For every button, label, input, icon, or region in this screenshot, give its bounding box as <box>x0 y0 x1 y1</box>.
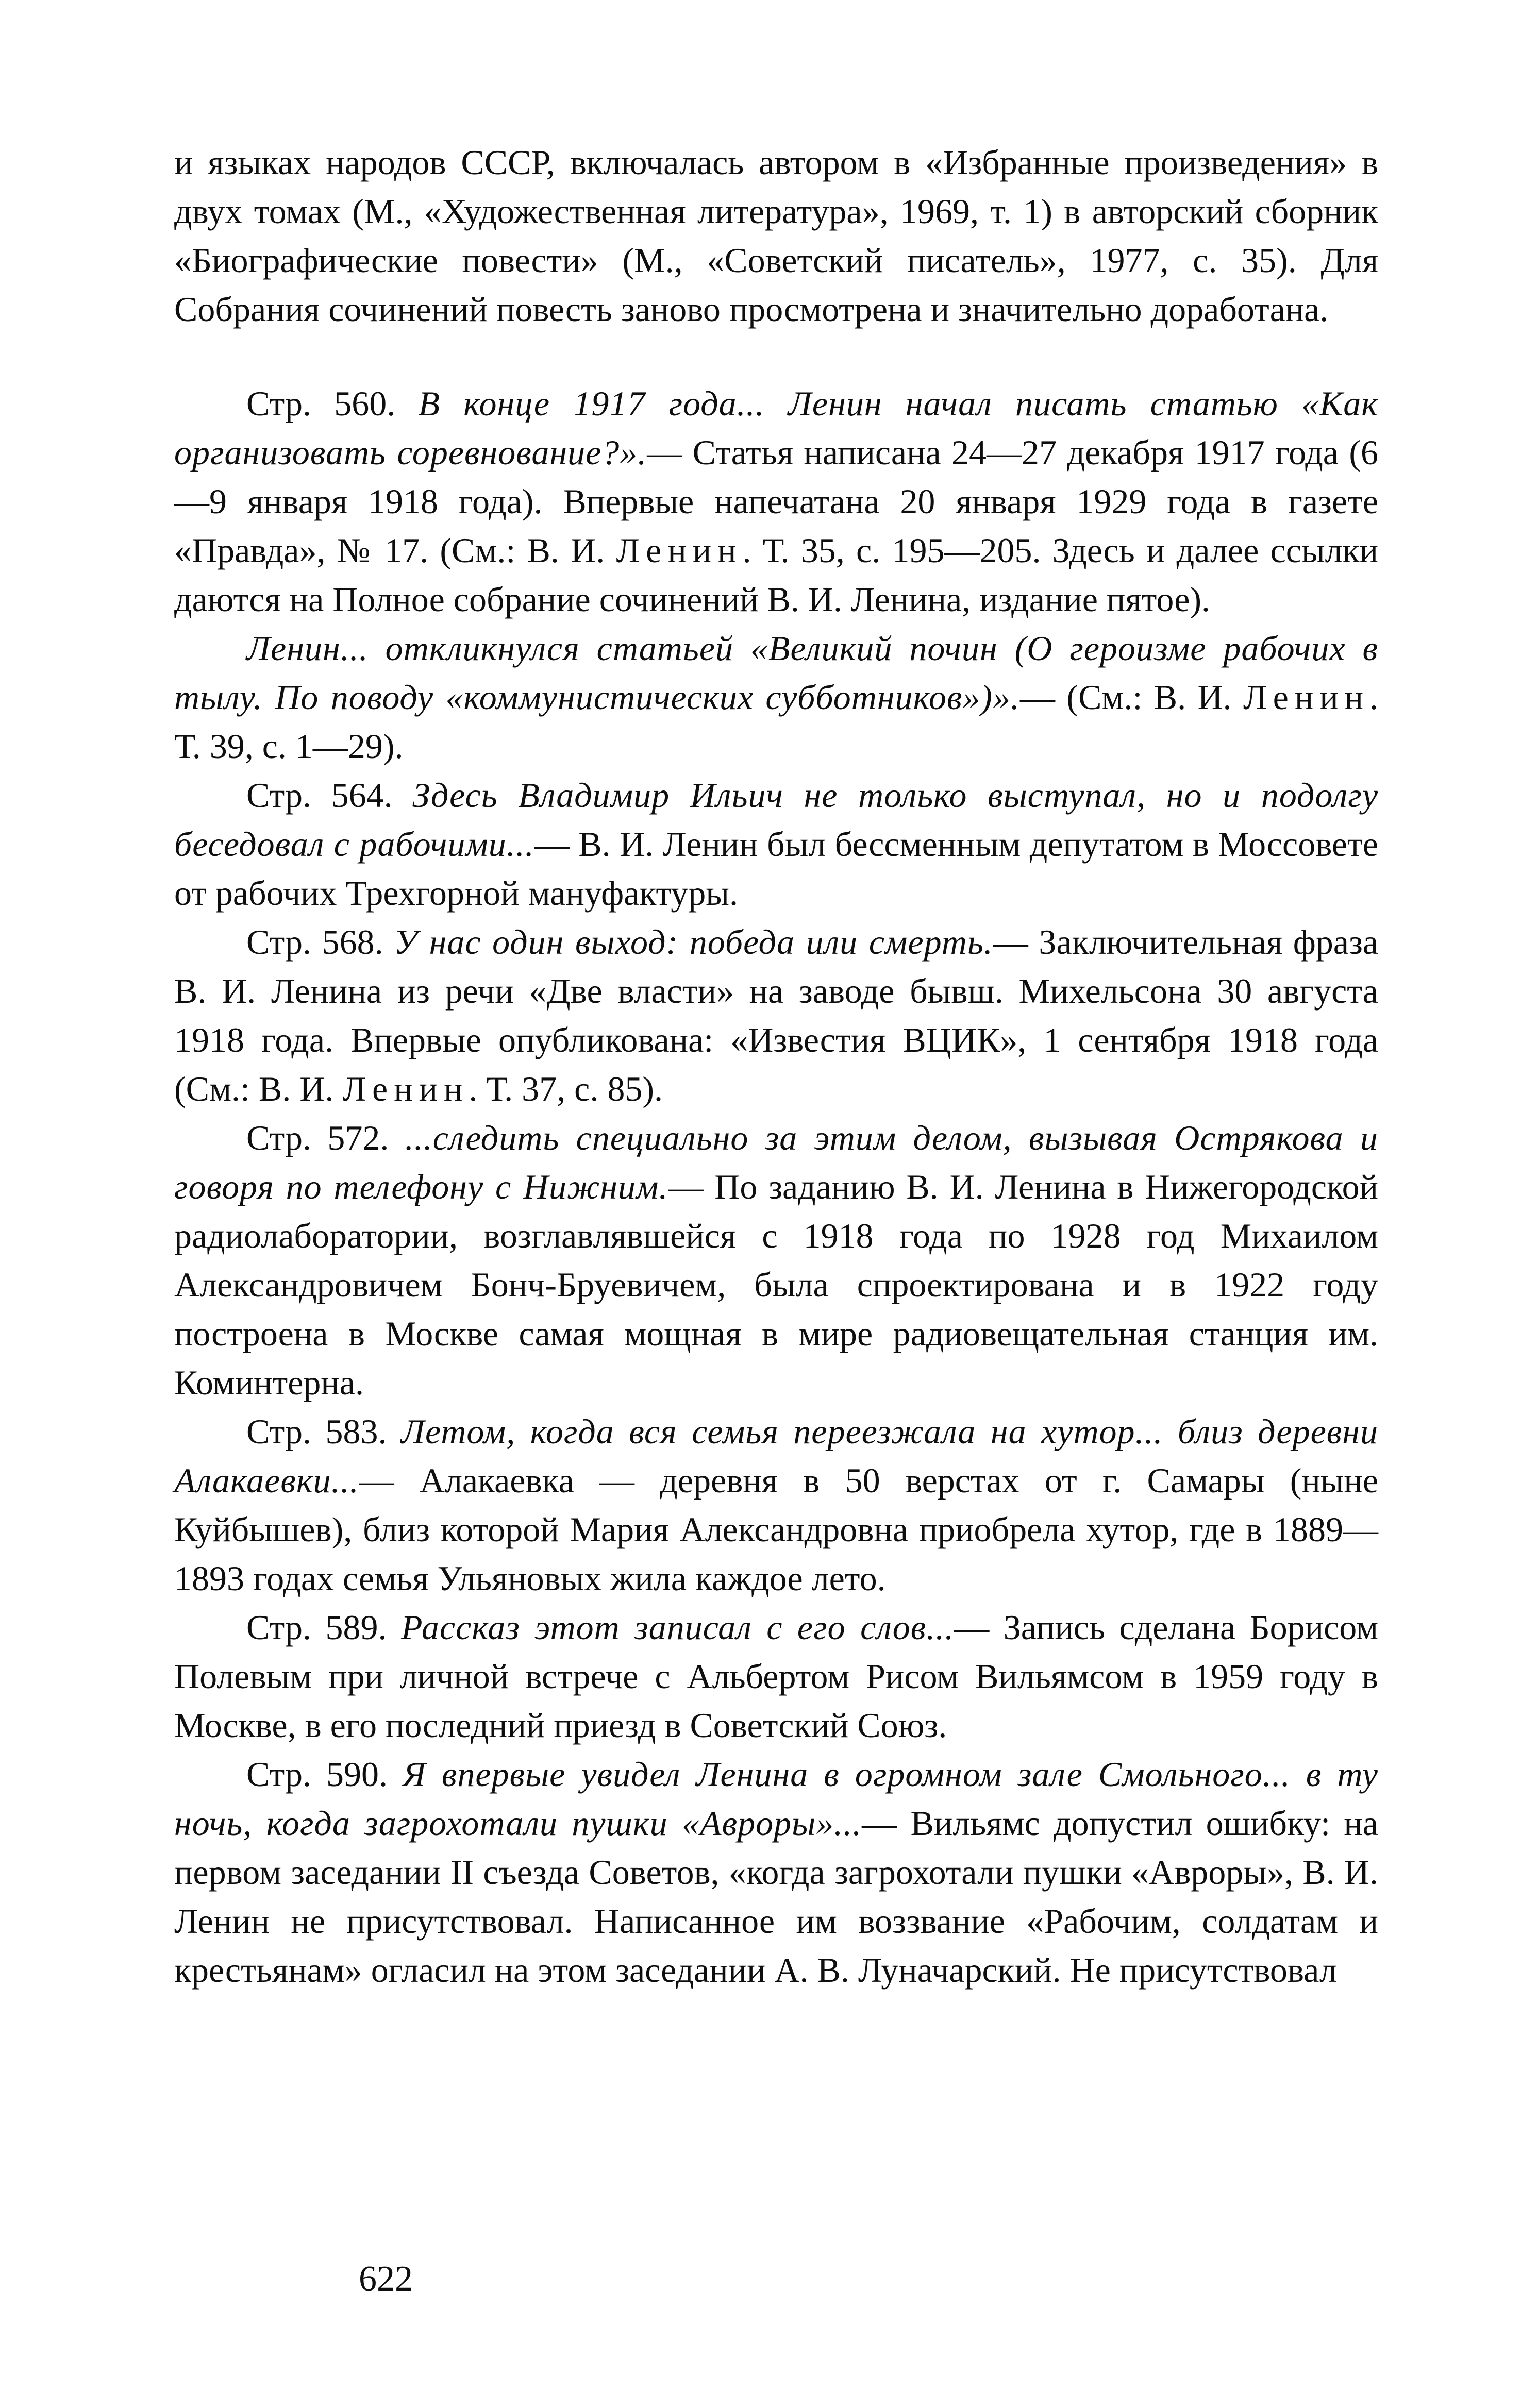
note-572 <box>174 1114 1378 1407</box>
note-text: — Запись сделана Борисом Полевым при личной встрече с Альбертом Рисом Вильямсом в 1959 году в Москве, в его последний приезд в Советский Союз. <box>174 1608 1378 1745</box>
document-page <box>174 138 1378 1995</box>
quoted-passage: Рассказ этот записал с его слов... <box>400 1608 955 1647</box>
note-text: — Заключительная фраза В. И. Ленина из речи «Две власти» на заводе бывш. Михельсона 30 августа 1918 года. Впервые опубликована: «Известия ВЦИК», 1 сентября 1918 года (См.: В. И. <box>174 922 1379 1108</box>
author-name: Ленин <box>616 531 743 570</box>
page-reference: Стр. 564. <box>246 776 393 815</box>
note-590 <box>174 1750 1378 1995</box>
note-text: — Статья написана 24—27 декабря 1917 года (6—9 января 1918 года). Впервые напечатана 20 января 1929 года в газете «Правда», № 17. (См.: В. И. <box>174 433 1378 570</box>
quoted-passage: В конце 1917 года... Ленин начал писать статью «Как организовать соревнование?». <box>174 384 1378 472</box>
quoted-passage: Здесь Владимир Ильич не только выступал, но и подолгу беседовал с рабочими... <box>174 776 1378 864</box>
note-589 <box>174 1603 1378 1750</box>
note-560 <box>174 379 1378 624</box>
page-reference: Стр. 572. <box>246 1118 389 1157</box>
author-name: Ленин <box>342 1069 469 1108</box>
note-568 <box>174 918 1378 1114</box>
note-560-second <box>174 624 1378 771</box>
page-number: 622 <box>359 2259 413 2299</box>
quoted-passage: Я впервые увидел Ленина в огромном зале Смольного... в ту ночь, когда загрохотали пушки «Авроры»... <box>174 1755 1378 1843</box>
page-reference: Стр. 560. <box>246 384 396 423</box>
note-text: — (См.: В. И. <box>1020 678 1243 717</box>
quoted-passage: Летом, когда вся семья переезжала на хутор... близ деревни Алакаевки... <box>174 1412 1378 1500</box>
section-gap <box>174 334 1378 379</box>
note-583 <box>174 1407 1378 1603</box>
note-text-tail: . Т. 35, с. 195—205. Здесь и далее ссылки даются на Полное собрание сочинений В. И. Ленина, издание пятое). <box>174 531 1378 619</box>
page-reference: Стр. 583. <box>246 1412 387 1451</box>
author-name: Ленин <box>1243 678 1369 717</box>
quoted-passage: Ленин... откликнулся статьей «Великий почин (О героизме рабочих в тылу. По поводу «коммунистических субботников»)». <box>174 629 1378 717</box>
page-reference: Стр. 589. <box>246 1608 387 1647</box>
intro-paragraph: и языках народов СССР, включалась автором в «Избранные произведения» в двух томах (М., «Художественная литература», 1969, т. 1) в авторский сборник «Биографические повести» (М., «Советский писатель», 1977, с. 35). Для Собрания сочинений повесть заново просмотрена и значительно доработана. <box>174 143 1378 329</box>
note-text: — Вильямс допустил ошибку: на первом заседании II съезда Советов, «когда загрохотали пушки «Авроры», В. И. Ленин не присутствовал. Написанное им воззвание «Рабочим, солдатам и крестьянам» огласил на этом заседании А. В. Луначарский. Не присутствовал <box>174 1804 1378 1990</box>
quoted-passage: У нас один выход: победа или смерть. <box>394 922 993 962</box>
note-text: — В. И. Ленин был бессменным депутатом в Моссовете от рабочих Трехгорной мануфактуры. <box>174 824 1379 913</box>
page-reference: Стр. 590. <box>246 1755 388 1794</box>
page-reference: Стр. 568. <box>246 922 383 962</box>
note-text: — По заданию В. И. Ленина в Нижегородской радиолаборатории, возглавлявшейся с 1918 года по 1928 год Михаилом Александровичем Бонч-Бруевичем, была спроектирована и в 1922 году построена в Москве самая мощная в мире радиовещательная станция им. Коминтерна. <box>174 1167 1379 1402</box>
note-564 <box>174 771 1378 918</box>
note-text: — Алакаевка — деревня в 50 верстах от г. Самары (ныне Куйбышев), близ которой Мария Александровна приобрела хутор, где в 1889—1893 годах семья Ульяновых жила каждое лето. <box>174 1461 1378 1598</box>
note-text-tail: . Т. 37, с. 85). <box>469 1069 663 1108</box>
quoted-passage: ...следить специально за этим делом, вызывая Острякова и говоря по телефону с Нижним. <box>174 1118 1378 1206</box>
note-text-tail: . Т. 39, с. 1—29). <box>174 678 1378 766</box>
